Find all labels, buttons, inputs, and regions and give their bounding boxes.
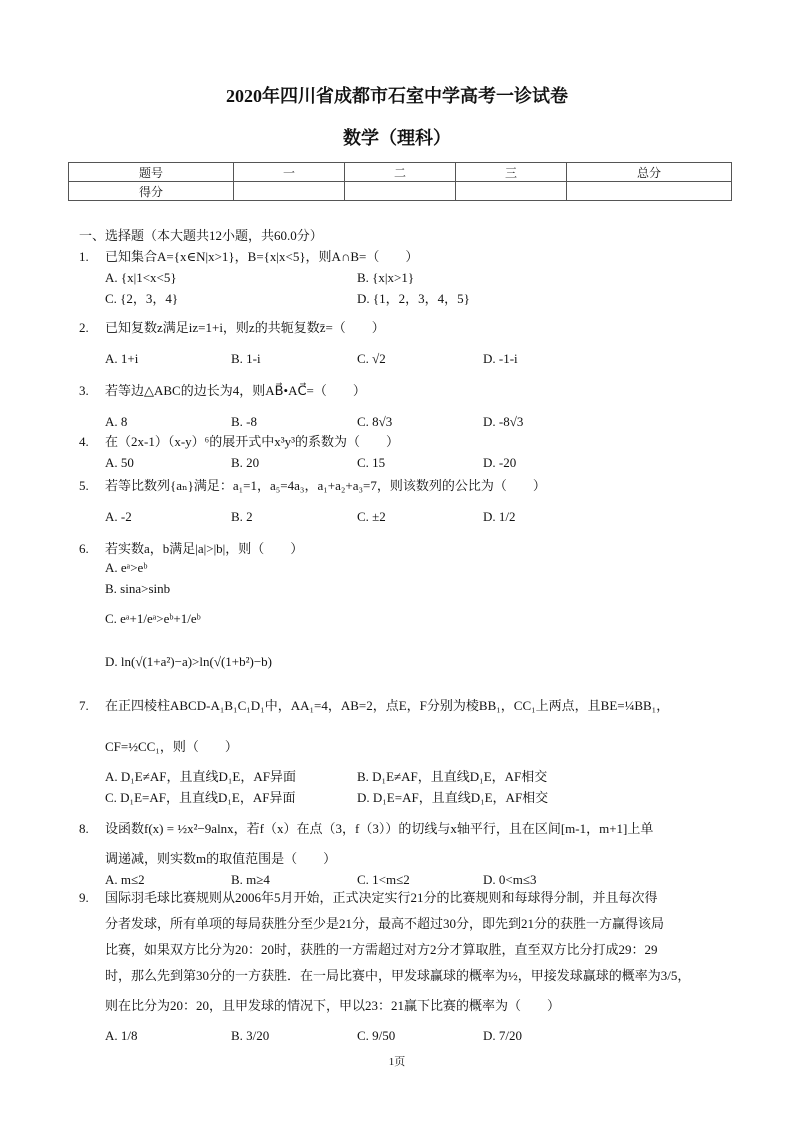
score-header: 三 <box>456 163 567 182</box>
question-number: 3. <box>79 383 89 398</box>
question-stem-line: 比赛，如果双方比分为20：20时，获胜的一方需超过对方2分才算取胜，直至双方比分打成29：29 <box>105 942 658 957</box>
question-number: 4. <box>79 434 89 449</box>
question-stem: 已知复数z满足iz=1+i，则z的共轭复数z̄=（ ） <box>105 320 385 335</box>
option-c[interactable]: C. ±2 <box>357 509 386 524</box>
option-a[interactable]: A. -2 <box>105 509 132 524</box>
option-a[interactable]: A. {x|1<x<5} <box>105 270 177 285</box>
option-a[interactable]: A. 1+i <box>105 351 139 366</box>
option-b[interactable]: B. 20 <box>231 455 260 470</box>
score-cell[interactable] <box>456 182 567 201</box>
option-b[interactable]: B. {x|x>1} <box>357 270 415 285</box>
option-a[interactable]: A. D₁E≠AF，且直线D₁E，AF异面 <box>105 769 296 784</box>
page-subtitle: 数学（理科） <box>343 128 451 148</box>
score-header: 二 <box>345 163 456 182</box>
question-stem: 已知集合A={x∈N|x>1}，B={x|x<5}，则A∩B=（ ） <box>105 249 419 264</box>
score-header: 总分 <box>567 163 732 182</box>
option-d[interactable]: D. ln(√(1+a²)−a)>ln(√(1+b²)−b) <box>105 654 273 669</box>
option-c[interactable]: C. D₁E=AF，且直线D₁E，AF异面 <box>105 790 296 805</box>
question-stem: 若等比数列{aₙ}满足：a₁=1，a₅=4a₃，a₁+a₂+a₃=7，则该数列的公比为（ ） <box>105 478 546 493</box>
score-row-label: 得分 <box>69 182 234 201</box>
option-a[interactable]: A. 8 <box>105 414 128 429</box>
option-c[interactable]: C. 1<m≤2 <box>357 872 410 887</box>
question-number: 2. <box>79 320 89 335</box>
question-stem: 在（2x-1）（x-y）⁶的展开式中x³y³的系数为（ ） <box>105 434 399 449</box>
option-b[interactable]: B. -8 <box>231 414 257 429</box>
score-cell[interactable] <box>234 182 345 201</box>
question-stem-continued: CF=½CC₁，则（ ） <box>105 739 238 754</box>
option-d[interactable]: D. 0<m≤3 <box>483 872 537 887</box>
option-d[interactable]: D. 1/2 <box>483 509 516 524</box>
option-a[interactable]: A. eᵃ>eᵇ <box>105 560 148 575</box>
page-title: 2020年四川省成都市石室中学高考一诊试卷 <box>226 86 568 106</box>
question-number: 6. <box>79 541 89 556</box>
score-cell[interactable] <box>345 182 456 201</box>
question-stem: 若等边△ABC的边长为4，则AB⃗•AC⃗=（ ） <box>105 383 366 398</box>
option-b[interactable]: B. 3/20 <box>231 1028 270 1043</box>
question-number: 5. <box>79 478 89 493</box>
score-table <box>68 162 732 201</box>
section-heading: 一、选择题（本大题共12小题，共60.0分） <box>79 228 323 243</box>
option-b[interactable]: B. m≥4 <box>231 872 270 887</box>
option-d[interactable]: D. -20 <box>483 455 517 470</box>
score-header: 题号 <box>69 163 234 182</box>
option-b[interactable]: B. 1-i <box>231 351 261 366</box>
score-header: 一 <box>234 163 345 182</box>
question-number: 7. <box>79 698 89 713</box>
option-a[interactable]: A. 1/8 <box>105 1028 138 1043</box>
option-d[interactable]: D. -1-i <box>483 351 518 366</box>
option-d[interactable]: D. D₁E=AF，且直线D₁E，AF相交 <box>357 790 549 805</box>
score-cell[interactable] <box>567 182 732 201</box>
question-stem: 在正四棱柱ABCD-A₁B₁C₁D₁中，AA₁=4，AB=2，点E，F分别为棱BB₁，CC₁上两点，且BE=¼BB₁， <box>105 698 670 713</box>
option-c[interactable]: C. 9/50 <box>357 1028 396 1043</box>
option-c[interactable]: C. √2 <box>357 351 386 366</box>
option-c[interactable]: C. 15 <box>357 455 386 470</box>
option-b[interactable]: B. D₁E≠AF，且直线D₁E，AF相交 <box>357 769 548 784</box>
option-c[interactable]: C. {2，3，4} <box>105 291 179 306</box>
option-d[interactable]: D. {1，2，3，4，5} <box>357 291 470 306</box>
question-number: 8. <box>79 821 89 836</box>
question-stem-continued: 调递减，则实数m的取值范围是（ ） <box>105 851 337 866</box>
question-stem-line: 国际羽毛球比赛规则从2006年5月开始，正式决定实行21分的比赛规则和每球得分制，并且每次得 <box>105 890 658 905</box>
score-table-row <box>69 182 732 201</box>
option-c[interactable]: C. 8√3 <box>357 414 393 429</box>
option-b[interactable]: B. sina>sinb <box>105 581 171 596</box>
option-d[interactable]: D. 7/20 <box>483 1028 522 1043</box>
question-stem-line: 时，那么先到第30分的一方获胜．在一局比赛中，甲发球赢球的概率为½，甲接发球赢球的概率为3/5， <box>105 968 691 983</box>
question-stem: 设函数f(x) = ½x²−9alnx，若f（x）在点（3，f（3））的切线与x轴平行，且在区间[m-1，m+1]上单 <box>105 821 654 836</box>
score-table-header-row <box>69 163 732 182</box>
option-a[interactable]: A. 50 <box>105 455 134 470</box>
question-stem-line: 则在比分为20：20，且甲发球的情况下，甲以23：21赢下比赛的概率为（ ） <box>105 998 561 1013</box>
option-d[interactable]: D. -8√3 <box>483 414 524 429</box>
option-c[interactable]: C. eᵃ+1/eᵃ>eᵇ+1/eᵇ <box>105 611 201 626</box>
page-number: 1页 <box>388 1056 406 1068</box>
question-stem-line: 分者发球，所有单项的每局获胜分至少是21分，最高不超过30分，即先到21分的获胜一方赢得该局 <box>105 916 665 931</box>
question-number: 9. <box>79 890 89 905</box>
question-stem: 若实数a，b满足|a|>|b|，则（ ） <box>105 541 304 556</box>
option-b[interactable]: B. 2 <box>231 509 253 524</box>
question-number: 1. <box>79 249 89 264</box>
option-a[interactable]: A. m≤2 <box>105 872 145 887</box>
